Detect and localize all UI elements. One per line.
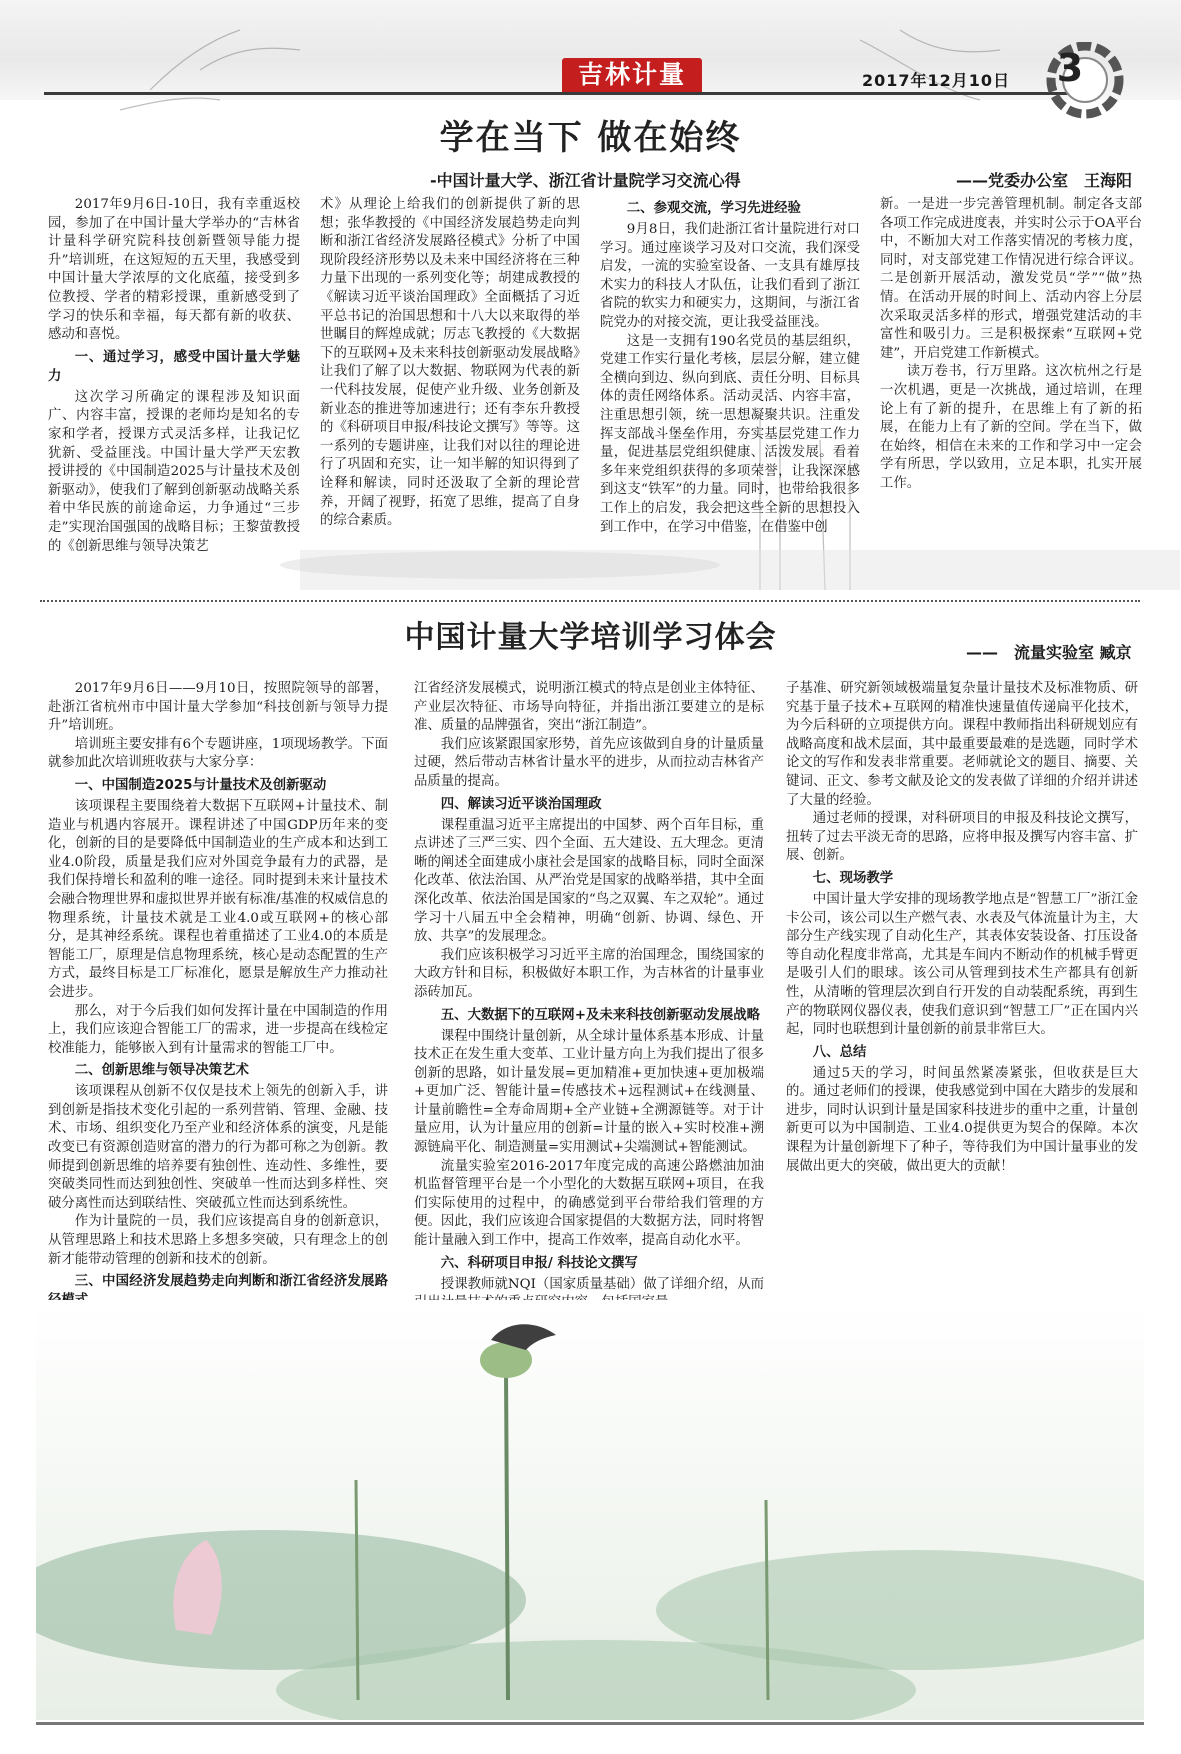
article-divider [40, 600, 1140, 602]
masthead-name: 吉林计量 [562, 58, 702, 92]
paragraph: 术》从理论上给我们的创新提供了新的思想；张华教授的《中国经济发展趋势走向判断和浙江省经济发展路径模式》分析了中国现阶段经济形势以及未来中国经济将在三种力量下出现的一系列变化等；胡建成教授的《解读习近平谈治国理政》全面概括了习近平总书记的治国思想和十八大以来取得的举世瞩目的辉煌成就；厉志飞教授的《大数据下的互联网+及未来科技创新驱动发展战略》让我们了解了以大数据、物联网为代表的新一代科技发展，促使产业升级、业务创新及新业态的推进等加速进行；还有李东升教授的《科研项目申报/科技论文撰写》等等。这一系列的专题讲座，让我们对以往的理论进行了巩固和充实，让一知半解的知识得到了诠释和解读，同时还汲取了全新的理论营养，开阔了视野，拓宽了思维，提高了自身的综合素质。 [320, 197, 580, 529]
section-heading: 一、通过学习，感受中国计量大学魅力 [48, 349, 300, 384]
masthead-rule [44, 92, 1094, 95]
section-heading: 八、总结 [812, 1044, 867, 1060]
section-heading: 三、中国经济发展趋势走向判断和浙江省经济发展路 [74, 1274, 388, 1290]
paragraph: 中国计量大学安排的现场教学地点是“智慧工厂”浙江金卡公司，该公司以生产燃气表、水表及气体流量计为主，大部分生产线实现了自动化生产，其表体安装设备、打压设备等自动化程度非常高，尤其是车间内不断动作的机械手臂更是吸引人们的眼球。该公司从管理到技术生产都具有创新性，从清晰的管理层次到自行开发的自动装配系统，再到生产的物联网仪器仪表，使我们意识到“智慧工厂”正在国内兴起，同时也联想到计量创新的前景非常巨大。 [786, 891, 1138, 1038]
paragraph: 课程中围绕计量创新，从全球计量体系基本形成、计量技术正在发生重大变革、工业计量方向上为我们提出了很多创新的思路，如计量发展=更加精准+更加快速+更加极端+更加广泛、智能计量=传感技术+远程测试+在线测量、计量前瞻性=全寿命周期+全产业链+全溯源链等。对于计量应用，认为计量应用的创新=计量的嵌入+实时校准+溯源链扁平化、制造测量=实用测试+尖端测试+智能测试。 [414, 1028, 764, 1156]
section-heading: 七、现场教学 [812, 870, 894, 886]
section-heading: 六、科研项目申报/ 科技论文撰写 [440, 1255, 638, 1271]
paragraph: 9月8日，我们赴浙江省计量院进行对口学习。通过座谈学习及对口交流，我们深受启发，一流的实验室设备、一支具有雄厚技术实力的科技人才队伍，让我们看到了浙江省院的软实力和硬实力，这期间，与浙江省院党办的对接交流，更让我受益匪浅。 [600, 222, 860, 330]
footer-rule [36, 1722, 1144, 1725]
article2-column-1 [48, 680, 388, 1369]
paragraph: 2017年9月6日-10日，我有幸重返校园，参加了在中国计量大学举办的“吉林省计量科学研究院科技创新暨领导能力提升”培训班，在这短短的五天里，我感受到中国计量大学浓厚的文化底蕴，接受到多位教授、学者的精彩授课，重新感受到了学习的快乐和幸福，每天都有新的收获、感动和喜悦。 [48, 197, 300, 343]
paragraph: 那么，对于今后我们如何发挥计量在中国制造的作用上，我们应该迎合智能工厂的需求，进一步提高在线检定校准能力，能够嵌入到有计量需求的智能工厂中。 [48, 1003, 388, 1056]
paragraph: 读万卷书，行万里路。这次杭州之行是一次机遇，更是一次挑战，通过培训，在理论上有了新的提升，在思维上有了新的拓展，在能力上有了新的空间。学在当下，做在始终，相信在未来的工作和学习中一定会学有所思，学以致用，立足本职，扎实开展工作。 [880, 364, 1142, 491]
section-heading: 一、中国制造2025与计量技术及创新驱动 [74, 777, 327, 793]
paragraph: 新。一是进一步完善管理机制。制定各支部各项工作完成进度表，并实时公示于OA平台中，不断加大对工作落实情况的考核力度，同时，对支部党建工作情况进行综合评议。二是创新开展活动，激发党员“学”“做”热情。在活动开展的时间上、活动内容上分层次采取灵活多样的形式，增强党建活动的丰富性和吸引力。三是积极探索“互联网+党建”，开启党建工作新模式。 [880, 197, 1142, 361]
lotus-bird-illustration [36, 1300, 1144, 1720]
page-number: 3 [1056, 46, 1084, 90]
paragraph: 培训班主要安排有6个专题讲座，1项现场教学。下面就参加此次培训班收获与大家分享： [48, 736, 388, 771]
paragraph: 通过5天的学习，时间虽然紧凑紧张，但收获是巨大的。通过老师们的授课，使我感觉到中国在大踏步的发展和进步，同时认识到计量是国家科技进步的重中之重，计量创新更可以为中国制造、工业4.0提供更为契合的保障。本次课程为计量创新埋下了种子，等待我们为中国计量事业的发展做出更大的突破，做出更大的贡献！ [786, 1065, 1138, 1174]
paragraph: 该项课程从创新不仅仅是技术上领先的创新入手，讲到创新是指技术变化引起的一系列营销、管理、金融、技术、市场、组织变化乃至产业和经济体系的演变，凡是能改变已有资源创造财富的潜力的行为都可称之为创新。教师提到创新思维的培养要有独创性、连动性、多维性，要突破类同性而达到独创性、突破单一性而达到多样性、突破分离性而达到联结性、突破孤立性而达到系统性。 [48, 1084, 388, 1211]
article2-column-2 [414, 680, 764, 1313]
paragraph: 作为计量院的一员，我们应该提高自身的创新意识，从管理思路上和技术思路上多想多突破，只有理念上的创新才能带动管理的创新和技术的创新。 [48, 1214, 388, 1267]
article1-author: ——党委办公室 王海阳 [956, 171, 1133, 190]
article1-subtitle: -中国计量大学、浙江省计量院学习交流心得 [430, 171, 741, 190]
issue-date: 2017年12月10日 [862, 71, 1011, 90]
article1-column-3 [600, 196, 860, 537]
paragraph: 这次学习所确定的课程涉及知识面广、内容丰富，授课的老师均是知名的专家和学者，授课方式灵活多样，让我记忆犹新、受益匪浅。中国计量大学严天宏教授讲授的《中国制造2025与计量技术及创新驱动》，使我们了解到创新驱动战略关系着中华民族的前途命运，力争通过“三步走”实现治国强国的战略目标；王黎萤教授的《创新思维与领导决策艺 [48, 389, 300, 554]
paragraph: 授课教师就NQI（国家质量基础）做了详细介绍，从而 [440, 1276, 764, 1292]
paragraph: 流量实验室2016-2017年度完成的高速公路燃油加油机监督管理平台是一个小型化的大数据互联网+项目，在我们实际使用的过程中，的确感觉到平台带给我们管理的方便。因此，我们应该迎合国家提倡的大数据方法，同时将智能计量融入到工作中，提高工作效率，提高自动化水平。 [414, 1158, 764, 1249]
article1-column-4 [880, 196, 1142, 494]
paragraph: 我们应该紧跟国家形势，首先应该做到自身的计量质量过硬，然后带动吉林省计量水平的进步，从而拉动吉林省产品质量的提高。 [414, 736, 764, 789]
article1-column-1 [48, 196, 300, 556]
paragraph: 通过老师的授课，对科研项目的申报及科技论文撰写，扭转了过去平淡无奇的思路，应将申报及撰写内容丰富、扩展、创新。 [786, 811, 1138, 864]
article1-title: 学在当下 做在始终 [439, 118, 742, 158]
paragraph: 课程重温习近平主席提出的中国梦、两个百年目标，重点讲述了三严三实、四个全面、五大建设、五大理念。更清晰的阐述全面建成小康社会是国家的战略目标，同时全面深化改革、依法治国、从严治党是国家的战略举措，其中全面深化改革、依法治国是国家的“鸟之双翼、车之双轮”。通过学习十八届五中全会精神，明确“创新、协调、绿色、开放、共享”的发展理念。 [414, 817, 764, 945]
section-heading: 四、解读习近平谈治国理政 [440, 796, 602, 812]
paragraph: 江省经济发展模式，说明浙江模式的特点是创业主体特征、产业层次特征、市场导向特征，并指出浙江要建立的是标准、质量的品牌强省，突出“浙江制造”。 [414, 681, 764, 734]
paragraph: 子基准、研究新领域极端量复杂量计量技术及标准物质、研究基于量子技术+互联网的精准快速量值传递扁平化技术，为今后科研的立项提供方向。课程中教师指出科研规划应有战略高度和战术层面，其中最重要最难的是选题，同时学术论文的写作和发表非常重要。老师就论文的题目、摘要、关键词、正文、参考文献及论文的发表做了详细的介绍并讲述了大量的经验。 [786, 681, 1138, 808]
article2-title: 中国计量大学培训学习体会 [404, 620, 777, 655]
section-heading: 五、大数据下的互联网+及未来科技创新驱动发展战略 [440, 1007, 760, 1023]
paragraph: 该项课程主要围绕着大数据下互联网+计量技术、制造业与机遇内容展开。课程讲述了中国GDP历年来的变化，创新的目的是要降低中国制造业的生产成本和达到工业4.0阶段，质量是我们应对外国竞争最有力的武器，是我们保持增长和盈利的唯一途径。同时提到未来计量技术会融合物理世界和虚拟世界并嵌有标准/基准的权威信息的物理系统，计量技术就是工业4.0或互联网+的核心部分，是其神经系统。课程也着重描述了工业4.0的本质是智能工厂，原理是信息物理系统，核心是动态配置的生产方式，最终目标是工厂标准化，愿景是解放生产力推动社会进步。 [48, 798, 388, 1000]
section-heading: 二、参观交流，学习先进经验 [626, 201, 801, 216]
paragraph: 我们应该积极学习习近平主席的治国理念，围绕国家的大政方针和目标，积极做好本职工作，为吉林省的计量事业添砖加瓦。 [414, 947, 764, 1000]
paragraph: 2017年9月6日——9月10日，按照院领导的部署，赴浙江省杭州市中国计量大学参加“科技创新与领导力提升”培训班。 [48, 681, 388, 734]
paragraph: 这是一支拥有190名党员的基层组织，党建工作实行量化考核，层层分解，建立健全横向到边、纵向到底、责任分明、目标具体的责任网络体系。活动灵活、内容丰富，注重思想引领，统一思想凝聚共识。注重发挥支部战斗堡垒作用，夯实基层党建工作力量，促进基层党组织健康、活泼发展。看着多年来党组织获得的多项荣誉，让我深深感到这支“铁军”的力量。同时，也带给我很多工作上的启发，我会把这些全新的思想投入到工作中，在学习中借鉴，在借鉴中创 [600, 333, 860, 535]
article2-author: —— 流量实验室 臧京 [966, 643, 1132, 662]
article2-column-3 [786, 680, 1138, 1176]
section-heading: 二、创新思维与领导决策艺术 [74, 1063, 249, 1079]
article1-column-2 [320, 196, 580, 531]
